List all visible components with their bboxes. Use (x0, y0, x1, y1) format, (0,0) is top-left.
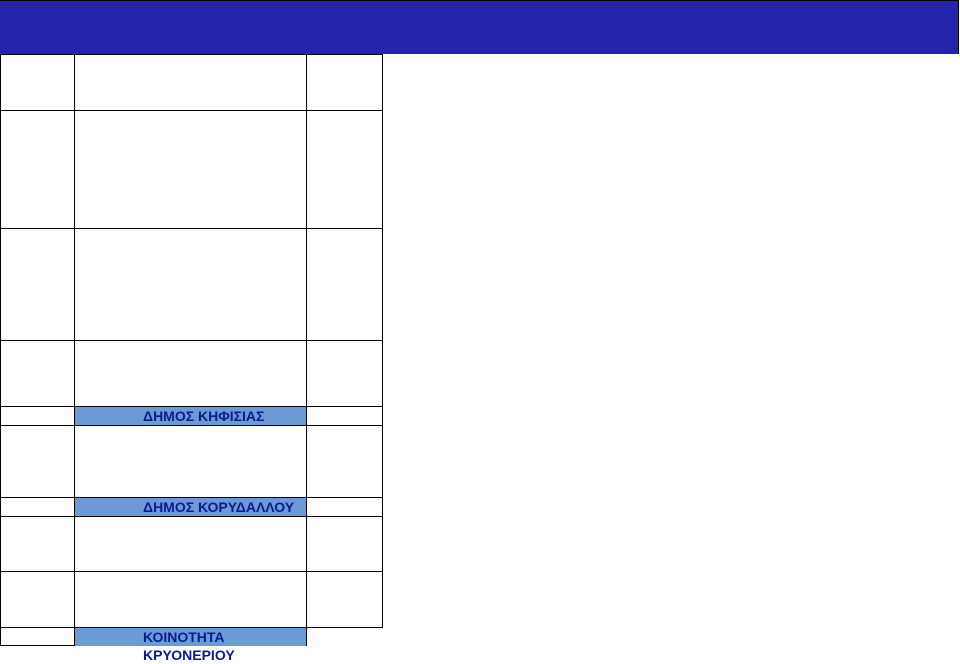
header-handover (812, 0, 882, 54)
header-eid-aith (462, 0, 526, 54)
header-aa (0, 0, 74, 54)
header-budget (598, 0, 728, 54)
grid-line (306, 54, 307, 646)
grid-line (0, 54, 382, 55)
grid-line (0, 228, 382, 229)
grid-line (958, 0, 959, 54)
header-supervising (888, 0, 960, 54)
grid-line (382, 54, 383, 628)
grid-line (0, 516, 382, 517)
header-address (306, 0, 382, 54)
grid-line (0, 425, 382, 426)
header-completion (734, 0, 814, 54)
header-kyr-aith (396, 0, 448, 54)
grid-line (0, 54, 1, 646)
grid-line (0, 110, 382, 111)
municipality-kryoneri: ΚΟΙΝΟΤΗΤΑ ΚΡΥΟΝΕΡΙΟΥ (75, 628, 306, 646)
grid-line (0, 0, 959, 1)
table-header (0, 0, 958, 54)
grid-line (0, 340, 382, 341)
grid-line (0, 571, 382, 572)
municipality-korydallos: ΔΗΜΟΣ ΚΟΡΥΔΑΛΛΟΥ (75, 498, 306, 516)
municipality-kifisia: ΔΗΜΟΣ ΚΗΦΙΣΙΑΣ (75, 407, 306, 425)
grid-line (74, 54, 75, 646)
header-ap-gr (532, 0, 592, 54)
header-school-unit (74, 0, 306, 54)
